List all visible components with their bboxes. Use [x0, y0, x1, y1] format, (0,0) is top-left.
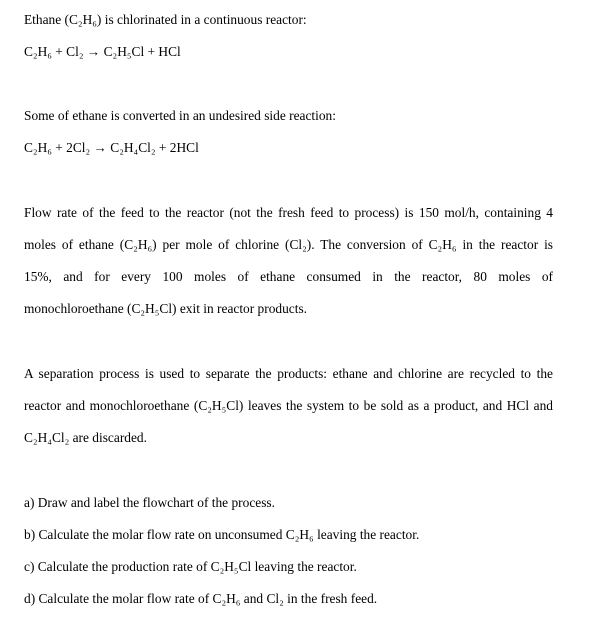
separation-line: reactor and monochloroethane (C₂H₅Cl) leaves the system to be sold as a product, and HCl and: [24, 398, 553, 413]
feed-line: Flow rate of the feed to the reactor (not the fresh feed to process) is 150 mol/h, containing 4: [24, 205, 553, 220]
separation-line: A separation process is used to separate the products: ethane and chlorine are recycled to the: [24, 366, 553, 381]
side-reaction-equation: C₂H₆ + 2Cl₂ → C₂H₄Cl₂ + 2HCl: [24, 140, 199, 155]
question-d: d) Calculate the molar flow rate of C₂H₆ and Cl₂ in the fresh feed.: [24, 591, 378, 606]
feed-line: monochloroethane (C₂H₅Cl) exit in reactor products.: [24, 301, 308, 316]
intro-text: Ethane (C₂H₆) is chlorinated in a continuous reactor:: [24, 12, 307, 27]
feed-line: 15%, and for every 100 moles of ethane consumed in the reactor, 80 moles of: [24, 269, 553, 284]
feed-line: moles of ethane (C₂H₆) per mole of chlorine (Cl₂). The conversion of C₂H₆ in the reactor is: [24, 237, 553, 252]
side-reaction-text: Some of ethane is converted in an undesired side reaction:: [24, 108, 336, 123]
question-b: b) Calculate the molar flow rate on unconsumed C₂H₆ leaving the reactor.: [24, 527, 420, 542]
separation-line: C₂H₄Cl₂ are discarded.: [24, 430, 147, 445]
main-reaction-equation: C₂H₆ + Cl₂ → C₂H₅Cl + HCl: [24, 44, 181, 59]
question-a: a) Draw and label the flowchart of the process.: [24, 495, 275, 510]
question-c: c) Calculate the production rate of C₂H₅Cl leaving the reactor.: [24, 559, 357, 574]
